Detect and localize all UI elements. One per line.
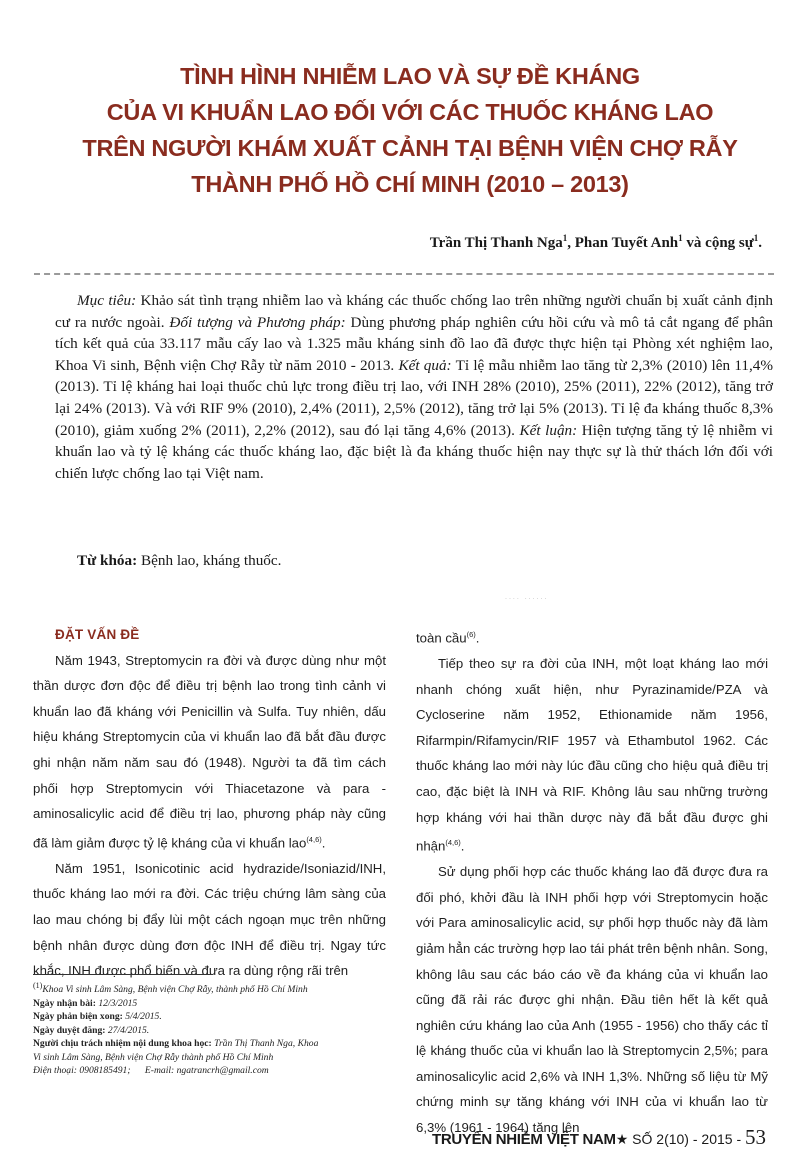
title-line-4: THÀNH PHỐ HỒ CHÍ MINH (2010 – 2013): [191, 171, 629, 197]
results-label: Kết quả:: [398, 356, 452, 374]
footnote-affiliation: $^{(1)}$Khoa Vi sinh Lâm Sàng, Bệnh viện Chợ Rẫy, thành phố Hồ Chí Minh: [33, 981, 308, 996]
keywords-label: Từ khóa:: [77, 552, 138, 569]
footnotes: [33, 979, 393, 1078]
footnote-accepted: Ngày duyệt đăng: 27/4/2015.: [33, 1024, 150, 1036]
body-column-left: [33, 622, 386, 984]
footnote-responsible: Người chịu trách nhiệm nội dung khoa học: Trần Thị Thanh Nga, Khoa: [33, 1038, 319, 1050]
author-tail: và cộng sự: [686, 235, 754, 251]
scan-mark: .... ......: [505, 594, 549, 601]
keywords: Từ khóa: Bệnh lao, kháng thuốc.: [77, 552, 282, 569]
section-heading: ĐẶT VẤN ĐỀ: [55, 627, 140, 642]
article-title: [60, 58, 760, 202]
methods-label: Đối tượng và Phương pháp:: [169, 313, 346, 331]
abstract: Mục tiêu: Khảo sát tình trạng nhiễm lao và kháng các thuốc chống lao trên những người chuẩn bị xuất cảnh định cư ra nước ngoài. Đối tượng và Phương pháp: Dùng phương pháp nghiên cứu hồi cứu và mô tả cắt ngang để phân tích kết quả của 33.117 mẫu cấy lao và 1.325 mẫu kháng sinh đồ lao đã được thực hiện tại Phòng xét nghiệm lao, Khoa Vi sinh, Bệnh viện Chợ Rẫy từ năm 2010 - 2013. Kết quả: Tỉ lệ mẫu nhiễm lao tăng từ 2,3% (2010) lên 11,4% (2013). Tỉ lệ kháng hai loại thuốc chủ lực trong điều trị lao, với INH 28% (2010), 25% (2011), 22% (2012), tăng trở lại 24% (2013). Và với RIF 9% (2010), 2,4% (2011), 2,5% (2012), tăng trở lại 5% (2013). Tỉ lệ đa kháng thuốc 8,3% (2010), giảm xuống 2% (2011), 2,2% (2012), sau đó lại tăng 4,6% (2013). Kết luận: Hiện tượng tăng tỷ lệ nhiễm vi khuẩn lao và tỷ lệ kháng các thuốc kháng lao, đặc biệt là đa kháng thuốc hiện nay thực sự là thử thách lớn đối với chiến lược chống lao tại Việt nam.: [55, 292, 774, 482]
page-number: 53: [745, 1125, 766, 1149]
footnote-contact: Điện thoại: 0908185491; E-mail: ngatrancrh@gmail.com: [33, 1065, 269, 1077]
issue-info: SỐ 2(10) - 2015 -: [628, 1131, 745, 1147]
paragraph: Năm 1951, Isonicotinic acid hydrazide/Isoniazid/INH, thuốc kháng lao mới ra đời. Các triệu chứng lâm sàng của lao mau chóng bị đẩy lùi một cách ngoạn mục trên những bệnh nhân được dùng đơn độc INH để điều trị. Ngay tức khắc, INH được phổ biến và đưa ra dùng rộng rãi trên: [33, 860, 386, 979]
paragraph: Sử dụng phối hợp các thuốc kháng lao đã được đưa ra đối phó, khởi đầu là INH phối hợp với Streptomycin hoặc với Para aminosalicylic acid, sự phối hợp thuốc này đã làm giảm hẳn các trường hợp lao tái phát trên bệnh nhân. Song, không lâu sau các báo cáo về đa kháng của vi khuẩn lao cũng đã rải rác được ghi nhận. Đầu tiên hết là kết quả nghiên cứu kháng lao của Anh (1955 - 1956) cho thấy các tỉ lệ kháng thuốc của vi khuẩn lao là Streptomycin 2,5%; para aminosalicylic acid 2,6% và INH 1,3%. Những số liệu từ Mỹ chứng minh sự tăng kháng với INH của vi khuẩn lao từ 6,3% (1961 - 1964) tăng lên: [416, 864, 768, 1136]
page-footer: [432, 1125, 766, 1150]
footnote-responsible-cont: Vi sinh Lâm Sàng, Bệnh viện Chợ Rẫy thành phố Hồ Chí Minh: [33, 1051, 274, 1063]
paragraph: Tiếp theo sự ra đời của INH, một loạt kháng lao mới nhanh chóng xuất hiện, như Pyrazinamide/PZA và Cycloserine năm 1952, Ethionamide năm 1956, Rifarmpin/Rifamycin/RIF 1957 và Ethambutol 1962. Các thuốc kháng lao mới này lúc đầu cũng cho hiệu quả điều trị cao, đặc biệt là INH và RIF. Không lâu sau những trường hợp kháng với hai thần dược này đã bắt đầu được ghi nhận$^{(4,6)}$.: [416, 655, 768, 854]
author-1: Trần Thị Thanh Nga: [429, 235, 563, 251]
paragraph: Năm 1943, Streptomycin ra đời và được dùng như một thần dược đơn độc để điều trị bệnh lao trong tình cảnh vi khuẩn lao đã kháng với Penicillin và Sulfa. Tuy nhiên, dấu hiệu kháng Streptomycin của vi khuẩn lao đã bắt đầu được ghi nhận năm năm sau đó (1948). Người ta đã tìm cách phối hợp Streptomycin với Thiacetazone và para - aminosalicylic acid để điều trị lao, phương pháp này cũng đã làm giảm được tỷ lệ kháng của vi khuẩn lao$^{(4,6)}$.: [33, 652, 386, 851]
star-icon: ★: [615, 1131, 629, 1147]
author-2: Phan Tuyết Anh: [574, 235, 679, 251]
footnote-divider: [33, 974, 213, 975]
dashed-divider: [34, 273, 774, 275]
body-column-right: [416, 622, 768, 1141]
title-line-2: CỦA VI KHUẨN LAO ĐỐI VỚI CÁC THUỐC KHÁNG LAO: [106, 99, 714, 125]
footnote-review: Ngày phản biện xong: 5/4/2015.: [33, 1011, 162, 1023]
paragraph: toàn cầu$^{(6)}$.: [416, 630, 480, 646]
title-line-3: TRÊN NGƯỜI KHÁM XUẤT CẢNH TẠI BỆNH VIỆN CHỢ RẪY: [82, 135, 738, 161]
journal-name: TRUYỀN NHIỄM VIỆT NAM: [432, 1131, 616, 1148]
title-line-1: TÌNH HÌNH NHIỄM LAO VÀ SỰ ĐỀ KHÁNG: [180, 63, 640, 89]
conclusion-label: Kết luận:: [519, 421, 578, 439]
footnote-received: Ngày nhận bài: 12/3/2015: [33, 997, 138, 1009]
author-line: Trần Thị Thanh Nga$^1$, Phan Tuyết Anh$^1$ và cộng sự$^1$.: [429, 233, 762, 251]
objective-label: Mục tiêu:: [77, 292, 137, 309]
